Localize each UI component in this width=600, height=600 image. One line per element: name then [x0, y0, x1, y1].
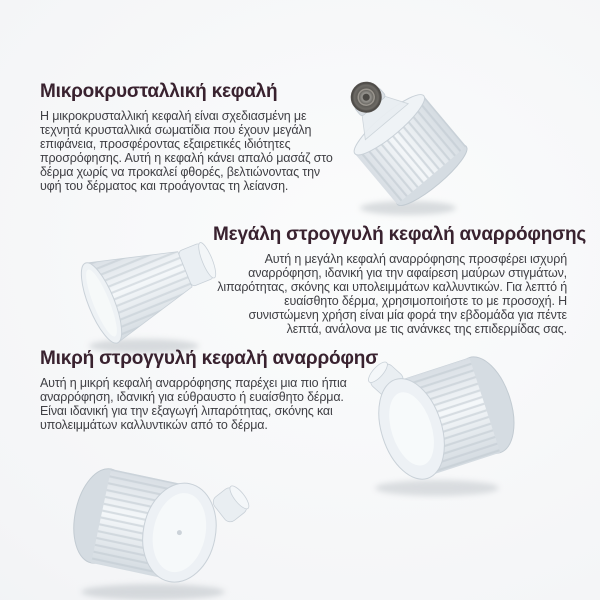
- microcrystalline-description: Η μικροκρυσταλλική κεφαλή είναι σχεδιασμένη με τεχνητά κρυσταλλικά σωματίδια που έχουν μεγάλη επιφάνεια, προσφέροντας εξαιρετικές ιδιότητες προσρόφησης. Αυτή η κεφαλή κάνει απαλό μασάζ στο δέρμα χωρίς να προκαλεί φθορές, βελτιώνοντας την υφή του δέρματος και προάγοντας τη λείανση.: [40, 109, 333, 194]
- small-round-suction-head-photo: [332, 344, 560, 501]
- section-microcrystalline: [40, 81, 342, 193]
- large-round-description: Αυτή η μεγάλη κεφαλή αναρρόφησης προσφέρει ισχυρή αναρρόφηση, ιδανική για την αφαίρεση μαύρων στιγμάτων, λιπαρότητας, σκόνης και υπολειμμάτων καλλυντικών. Για λεπτό ή ευαίσθητο δέρμα, χρησιμοποιήστε το με προσοχή. Η συνιστώμενη χρήση είναι μία φορά την εβδομάδα για πέντε λεπτά, ανάλονα με τις ανάνκες της επιδερμίδας σας.: [217, 252, 567, 337]
- section-large-round: [213, 224, 587, 337]
- section-small-round: [40, 348, 378, 433]
- microcrystalline-head-photo: [330, 72, 480, 222]
- small-round-title: Μικρή στρογγυλή κεφαλή αναρρόφησ: [40, 348, 378, 369]
- large-round-suction-head-photo: [56, 220, 238, 360]
- oval-suction-head-photo: [38, 462, 270, 600]
- microcrystalline-title: Μικροκρυσταλλική κεφαλή: [40, 81, 278, 102]
- small-round-description: Αυτή η μικρή κεφαλή αναρρόφησης παρέχει μια πιο ήπια αναρρόφηση, ιδανική για εύθραυστο ή ευαίσθητο δέρμα. Είναι ιδανική για την εξαγωγή λιπαρότητας, σκόνης και υπολειμμάτων καλλυντικών από το δέρμα.: [40, 376, 347, 433]
- large-round-title: Μεγάλη στρογγυλή κεφαλή αναρρόφησης: [213, 224, 587, 245]
